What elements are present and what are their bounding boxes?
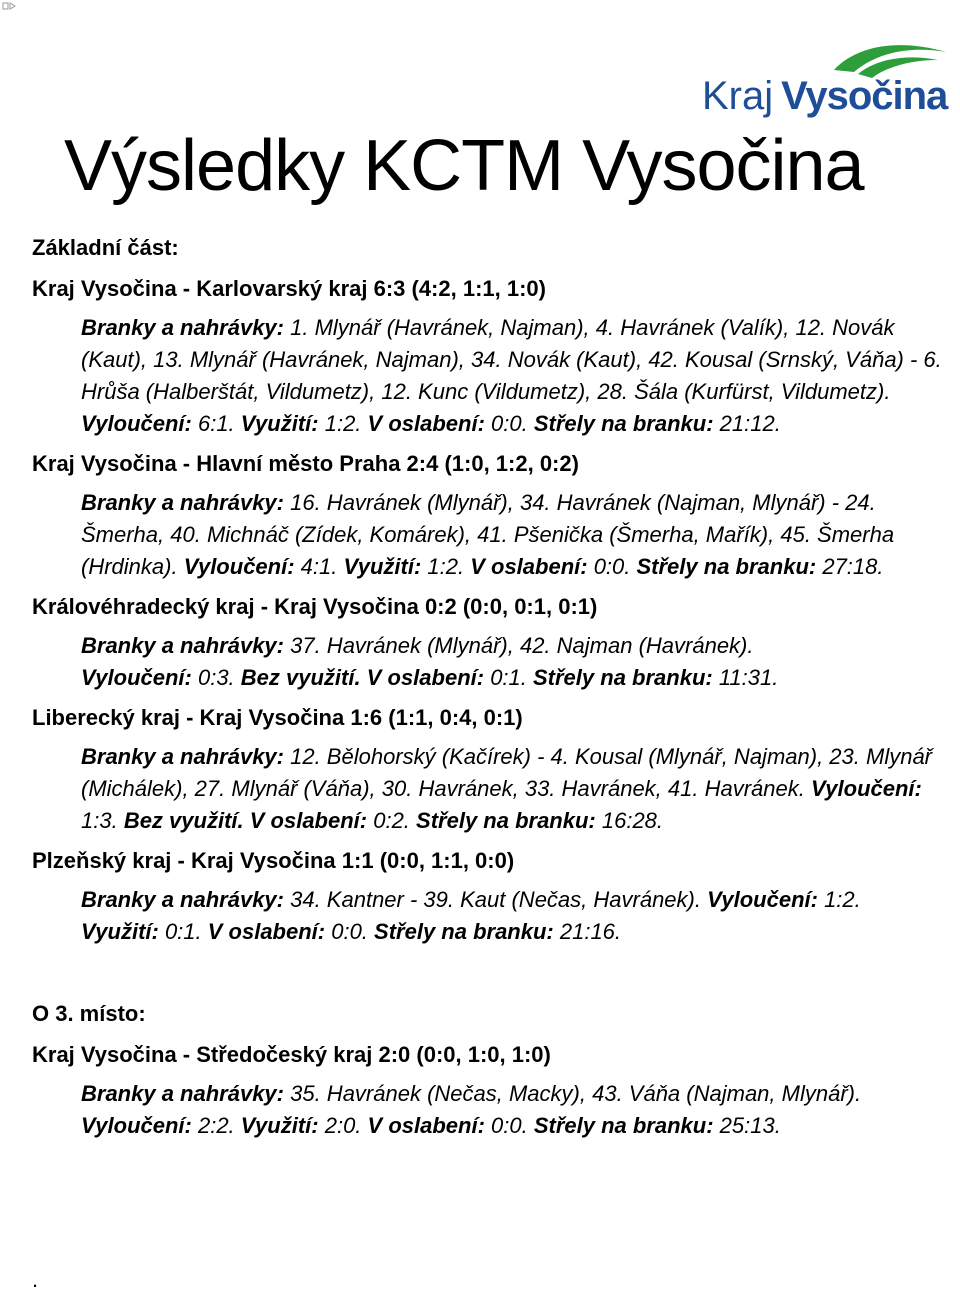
detail-label: Bez využití. (240, 665, 361, 690)
match-result (32, 591, 956, 694)
detail-value: 16. Havránek (Mlynář), 34. Havránek (Najman, Mlynář) - 24. Šmerha, 40. Michnáč (Zídek, Komárek), 41. Pšenička (Šmerha, Mařík), 45. Šmerha (Hrdinka). (81, 490, 895, 579)
detail-value: 1:2. (817, 887, 861, 912)
detail-value: 12. Bělohorský (Kačírek) - 4. Kousal (Mlynář, Najman), 23. Mlynář (Michálek), 27. Mlynář (Váňa), 30. Havránek, 33. Havránek, 41. Havránek. (81, 744, 933, 801)
detail-value: 0:0. (484, 1113, 534, 1138)
detail-label: Vyloučení: (707, 887, 818, 912)
detail-label: Střely na branku: (533, 411, 714, 436)
detail-value: 1. Mlynář (Havránek, Najman), 4. Havránek (Valík), 12. Novák (Kaut), 13. Mlynář (Havránek, Najman), 34. Novák (Kaut), 42. Kousal (Srnský, Váňa) - 6. Hrůša (Halberštát, Vildumetz), 12. Kunc (Vildumetz), 28. Šála (Kurfürst, Vildumetz). (81, 315, 942, 404)
detail-label: Branky a nahrávky: (81, 490, 284, 515)
detail-label: Vyloučení: (81, 1113, 192, 1138)
section-heading: O 3. místo: (32, 1001, 146, 1026)
match-details (81, 884, 956, 948)
detail-value: 0:0. (325, 919, 375, 944)
detail-value: 27:18. (816, 554, 884, 579)
detail-value: 0:3. (191, 665, 241, 690)
detail-label: V oslabení: (366, 665, 485, 690)
logo-text (702, 74, 947, 118)
detail-label: Branky a nahrávky: (81, 887, 284, 912)
results-content (32, 232, 956, 1150)
page-title: Výsledky KCTM Vysočina (64, 126, 864, 206)
detail-label: Střely na branku: (533, 1113, 714, 1138)
detail-value: 1:3. (81, 808, 124, 833)
detail-label: V oslabení: (367, 411, 485, 436)
match-result (32, 1039, 956, 1142)
detail-label: Vyloučení: (811, 776, 922, 801)
detail-label: Vyloučení: (81, 411, 192, 436)
detail-label: Střely na branku: (374, 919, 554, 944)
match-title: Liberecký kraj - Kraj Vysočina 1:6 (1:1, 0:4, 0:1) (32, 705, 523, 730)
detail-value: 21:12. (713, 411, 781, 436)
match-title: Plzeňský kraj - Kraj Vysočina 1:1 (0:0, 1:1, 0:0) (32, 848, 515, 873)
match-details (81, 630, 956, 694)
logo-word-vysocina: Vysočina (781, 74, 948, 118)
detail-label: V oslabení: (367, 1113, 485, 1138)
detail-value: 21:16. (553, 919, 622, 944)
detail-value: 0:0. (484, 411, 534, 436)
corner-mark-icon (2, 1, 16, 11)
match-title: Královéhradecký kraj - Kraj Vysočina 0:2 (0:0, 0:1, 0:1) (32, 594, 598, 619)
match-details (81, 312, 956, 440)
detail-label: Využití: (240, 411, 319, 436)
detail-value: 6:1. (191, 411, 241, 436)
detail-label: Střely na branku: (416, 808, 596, 833)
detail-value: 2:0. (318, 1113, 368, 1138)
detail-value: 11:31. (712, 665, 779, 690)
detail-label: Branky a nahrávky: (81, 1081, 284, 1106)
kraj-vysocina-logo (700, 38, 950, 118)
detail-value: 0:2. (367, 808, 417, 833)
detail-label: Branky a nahrávky: (81, 315, 284, 340)
match-details (81, 487, 956, 583)
detail-value: 4:1. (294, 554, 344, 579)
detail-value: 35. Havránek (Nečas, Macky), 43. Váňa (Najman, Mlynář). (284, 1081, 862, 1106)
logo-word-kraj: Kraj (702, 74, 774, 118)
match-details (81, 741, 956, 837)
section-gap (32, 956, 956, 998)
detail-label: Střely na branku: (533, 665, 713, 690)
match-result (32, 845, 956, 948)
match-result (32, 273, 956, 440)
detail-label: V oslabení: (249, 808, 368, 833)
detail-label: Vyloučení: (81, 665, 192, 690)
detail-label: Využití: (240, 1113, 319, 1138)
section-heading: Základní část: (32, 235, 179, 260)
trailing-mark: . (32, 1267, 39, 1292)
match-title: Kraj Vysočina - Středočeský kraj 2:0 (0:0, 1:0, 1:0) (32, 1042, 551, 1067)
detail-label: Branky a nahrávky: (81, 633, 284, 658)
detail-label: V oslabení: (207, 919, 326, 944)
detail-value: 1:2. (421, 554, 471, 579)
detail-label: Využití: (81, 919, 159, 944)
match-details (81, 1078, 956, 1142)
logo-swoosh-icon (828, 38, 950, 78)
match-title: Kraj Vysočina - Hlavní město Praha 2:4 (1:0, 1:2, 0:2) (32, 451, 579, 476)
detail-label: Využití: (343, 554, 422, 579)
detail-value: 37. Havránek (Mlynář), 42. Najman (Havránek). (284, 633, 754, 658)
detail-label: Střely na branku: (636, 554, 817, 579)
match-result (32, 448, 956, 583)
match-result (32, 702, 956, 837)
detail-value: 1:2. (318, 411, 368, 436)
detail-value: 2:2. (191, 1113, 241, 1138)
detail-label: Branky a nahrávky: (81, 744, 284, 769)
detail-label: Bez využití. (123, 808, 244, 833)
detail-value: 34. Kantner - 39. Kaut (Nečas, Havránek). (284, 887, 708, 912)
match-title: Kraj Vysočina - Karlovarský kraj 6:3 (4:2, 1:1, 1:0) (32, 276, 546, 301)
detail-label: V oslabení: (470, 554, 588, 579)
detail-value: 0:1. (484, 665, 533, 690)
detail-value: 16:28. (595, 808, 664, 833)
detail-value: 0:1. (158, 919, 208, 944)
detail-value: 0:0. (587, 554, 637, 579)
detail-label: Vyloučení: (183, 554, 295, 579)
detail-value: 25:13. (713, 1113, 781, 1138)
